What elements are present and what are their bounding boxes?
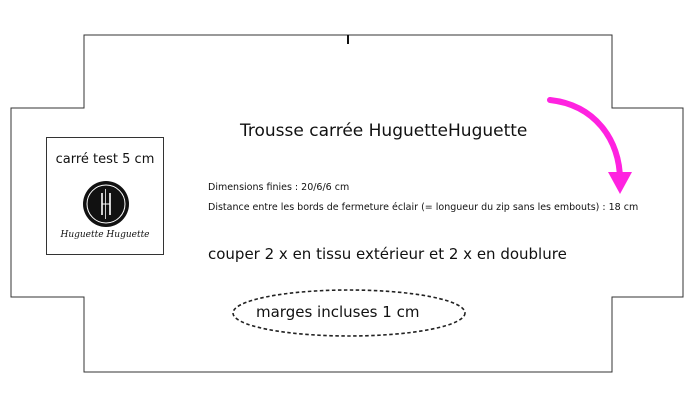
page-title: Trousse carrée HuguetteHuguette: [240, 121, 528, 141]
finished-dimensions: Dimensions finies : 20/6/6 cm: [208, 182, 350, 193]
brand-name: Huguette Huguette: [60, 230, 150, 240]
test-square: [46, 137, 164, 255]
monogram-hh-icon: [83, 181, 129, 227]
test-square-label: carré test 5 cm: [55, 152, 155, 167]
seam-allowance-label: marges incluses 1 cm: [256, 303, 420, 321]
zip-distance: Distance entre les bords de fermeture éclair (= longueur du zip sans les embouts) : 18 cm: [208, 202, 639, 213]
cut-instructions: couper 2 x en tissu extérieur et 2 x en doublure: [208, 245, 567, 263]
